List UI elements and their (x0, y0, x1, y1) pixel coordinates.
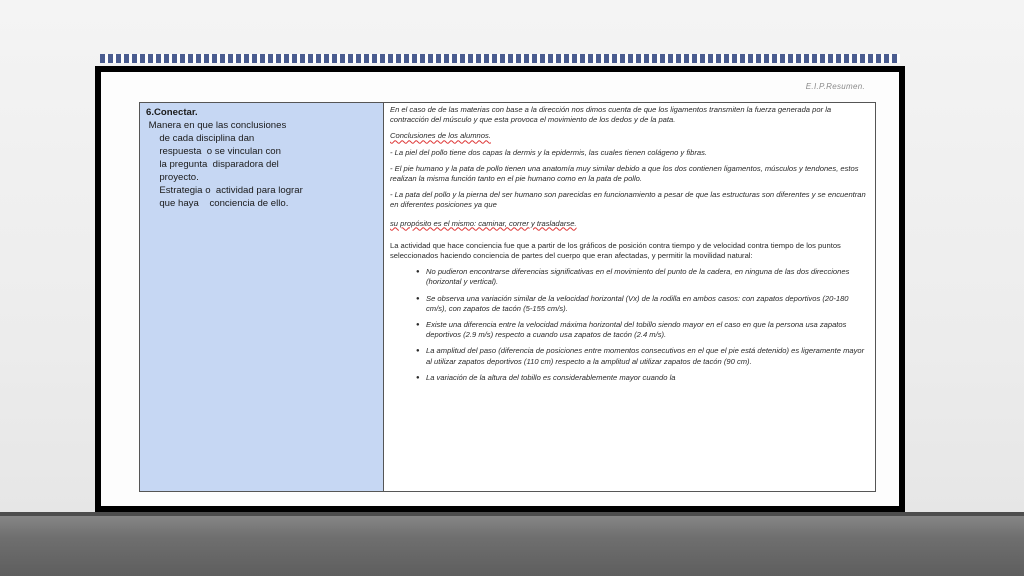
left-column (140, 103, 384, 491)
conclusion-3: - La pata del pollo y la pierna del ser humano son parecidas en funcionamiento a pesar de que las estructuras son diferentes y se encuentran en diferentes posiciones ya que (390, 190, 866, 210)
list-item: ● Existe una diferencia entre la velocidad máxima horizontal del tobillo siendo mayor en el caso en que la persona usa zapatos deportivos (2.9 m/s) respecto a cuando usa zapatos de tacón (2.4 m/s). (426, 320, 869, 340)
floor-band (0, 512, 1024, 576)
conclusions-title: Conclusiones de los alumnos. (390, 131, 491, 141)
list-item: ● La variación de la altura del tobillo es considerablemente mayor cuando la (426, 373, 869, 383)
list-item: ● Se observa una variación similar de la velocidad horizontal (Vx) de la rodilla en ambos casos: con zapatos deportivos (20-180 cm/s), con zapatos de tacón (5-155 cm/s). (426, 294, 869, 314)
findings-list (390, 267, 869, 383)
left-line: proyecto. (146, 172, 199, 183)
activity-paragraph: La actividad que hace conciencia fue que a partir de los gráficos de posición contra tiempo y de velocidad contra tiempo de los puntos seleccionados haciendo conciencia de partes del cuerpo que eran afectadas, y permitir la movilidad natural: (390, 240, 841, 261)
left-line: de cada disciplina dan (146, 133, 255, 144)
list-item: ● No pudieron encontrarse diferencias significativas en el movimiento del punto de la cadera, en ninguna de las dos direcciones (horizontal y vertical). (426, 267, 869, 287)
left-line: que haya conciencia de ello. (146, 198, 289, 209)
conclusion-2: - El pie humano y la pata de pollo tienen una anatomía muy similar debido a que los dos contienen ligamentos, músculos y tendones, estos realizan la misma función tanto en el pie humano como en la pata de pollo. (390, 163, 859, 184)
conclusion-1: - La piel del pollo tiene dos capas la dermis y la epidermis, las cuales tienen colágeno y fibras. (390, 147, 708, 157)
left-line: la pregunta disparadora del (146, 159, 279, 170)
section-title: 6.Conectar. (146, 107, 198, 118)
left-line: respuesta o se vinculan con (146, 146, 281, 157)
document-frame (95, 66, 905, 512)
left-line: Estrategia o actividad para lograr (146, 185, 303, 196)
left-line: Manera en que las conclusiones (146, 120, 287, 131)
intro-paragraph: En el caso de de las materias con base a la dirección nos dimos cuenta de que los ligamentos transmiten la fuerza generada por la contracción del músculo y que esta provoca el movimiento de los dedos y de la pata. (390, 105, 832, 125)
list-item: ● La amplitud del paso (diferencia de posiciones entre momentos consecutivos en el que el pie está detenido) es ligeramente mayor al utilizar zapatos deportivos (110 cm) respecto a la amplitud al utilizar zapatos de tacón (90 cm). (426, 346, 869, 366)
document-header-tag: E.I.P.Resumen. (805, 82, 865, 91)
decorative-stripe (100, 54, 900, 63)
conclusion-4: su propósito es el mismo: caminar, correr y trasladarse. (390, 218, 577, 228)
document-table (139, 102, 876, 492)
right-column (384, 103, 875, 491)
